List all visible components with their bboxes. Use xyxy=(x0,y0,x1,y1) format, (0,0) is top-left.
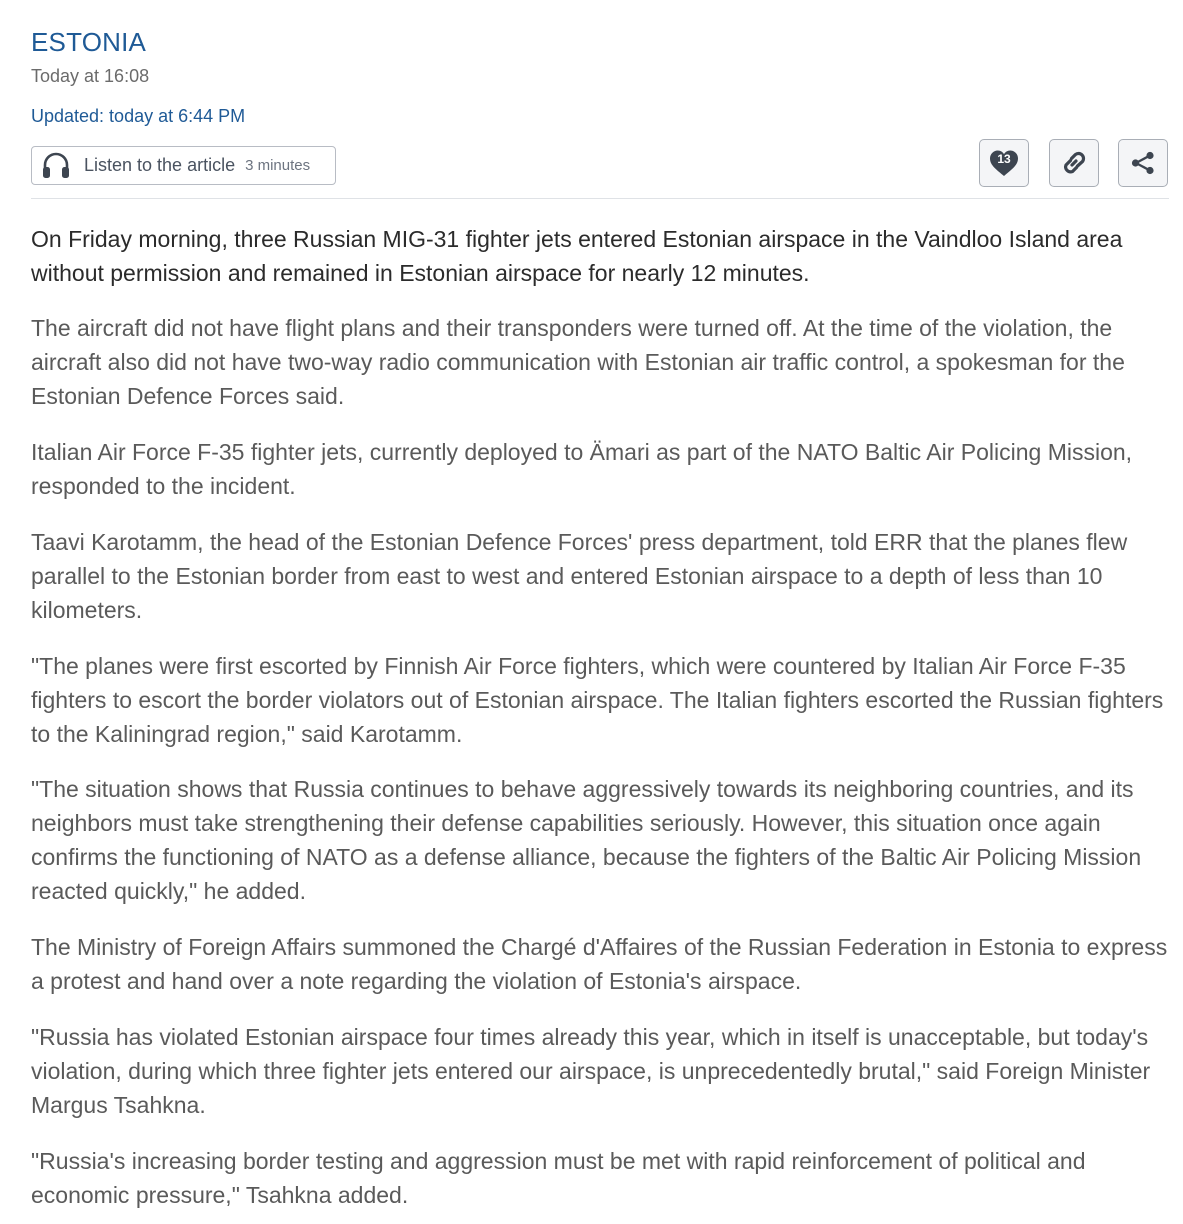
share-icon xyxy=(1128,148,1158,178)
article-paragraph-2: Italian Air Force F-35 fighter jets, currently deployed to Ämari as part of the NATO Baltic Air Policing Mission, responded to the incident. xyxy=(31,439,1133,499)
article-paragraph-5: "The situation shows that Russia continues to behave aggressively towards its neighboring countries, and its neighbors must take strengthening their defense capabilities seriously. However, this situation once again confirms the functioning of NATO as a defense alliance, because the fighters of the Baltic Air Policing Mission reacted quickly," he added. xyxy=(31,776,1142,904)
article-paragraph-8: "Russia's increasing border testing and aggression must be met with rapid reinforcement of political and economic pressure," Tsahkna added. xyxy=(31,1148,1086,1208)
listen-duration: 3 minutes xyxy=(245,157,311,174)
article-paragraph-3: Taavi Karotamm, the head of the Estonian Defence Forces' press department, told ERR that the planes flew parallel to the Estonian border from east to west and entered Estonian airspace to a depth of less than 10 kilometers. xyxy=(31,529,1128,623)
like-button[interactable] xyxy=(979,139,1029,187)
article-paragraph-6: The Ministry of Foreign Affairs summoned the Chargé d'Affaires of the Russian Federation in Estonia to express a protest and hand over a note regarding the violation of Estonia's airspace. xyxy=(31,934,1168,994)
heart-icon xyxy=(988,148,1020,178)
article-paragraph-1: The aircraft did not have flight plans and their transponders were turned off. At the time of the violation, the aircraft also did not have two-way radio communication with Estonian air traffic control, a spokesman for the Estonian Defence Forces said. xyxy=(31,315,1125,409)
publish-date: Today at 16:08 xyxy=(31,66,150,86)
article-lead: On Friday morning, three Russian MIG-31 fighter jets entered Estonian airspace in the Vaindloo Island area without permission and remained in Estonian airspace for nearly 12 minutes. xyxy=(31,226,1123,286)
article-paragraph-7: "Russia has violated Estonian airspace four times already this year, which in itself is unacceptable, but today's violation, during which three fighter jets entered our airspace, is unprecedentedly brutal," said Foreign Minister Margus Tsahkna. xyxy=(31,1024,1151,1118)
link-icon xyxy=(1057,146,1091,180)
like-count: 13 xyxy=(997,152,1011,166)
copy-link-button[interactable] xyxy=(1049,139,1099,187)
category-link[interactable]: ESTONIA xyxy=(31,27,147,57)
article-paragraph-4: "The planes were first escorted by Finnish Air Force fighters, which were countered by Italian Air Force F-35 fighters to escort the border violators out of Estonian airspace. The Italian fighters escorted the Russian fighters to the Kaliningrad region," said Karotamm. xyxy=(31,653,1164,747)
headphones-icon xyxy=(40,150,72,182)
updated-time: Updated: today at 6:44 PM xyxy=(31,106,246,126)
listen-label: Listen to the article xyxy=(84,155,236,175)
listen-article-button[interactable] xyxy=(31,146,336,185)
share-button[interactable] xyxy=(1118,139,1168,187)
divider xyxy=(31,198,1169,199)
